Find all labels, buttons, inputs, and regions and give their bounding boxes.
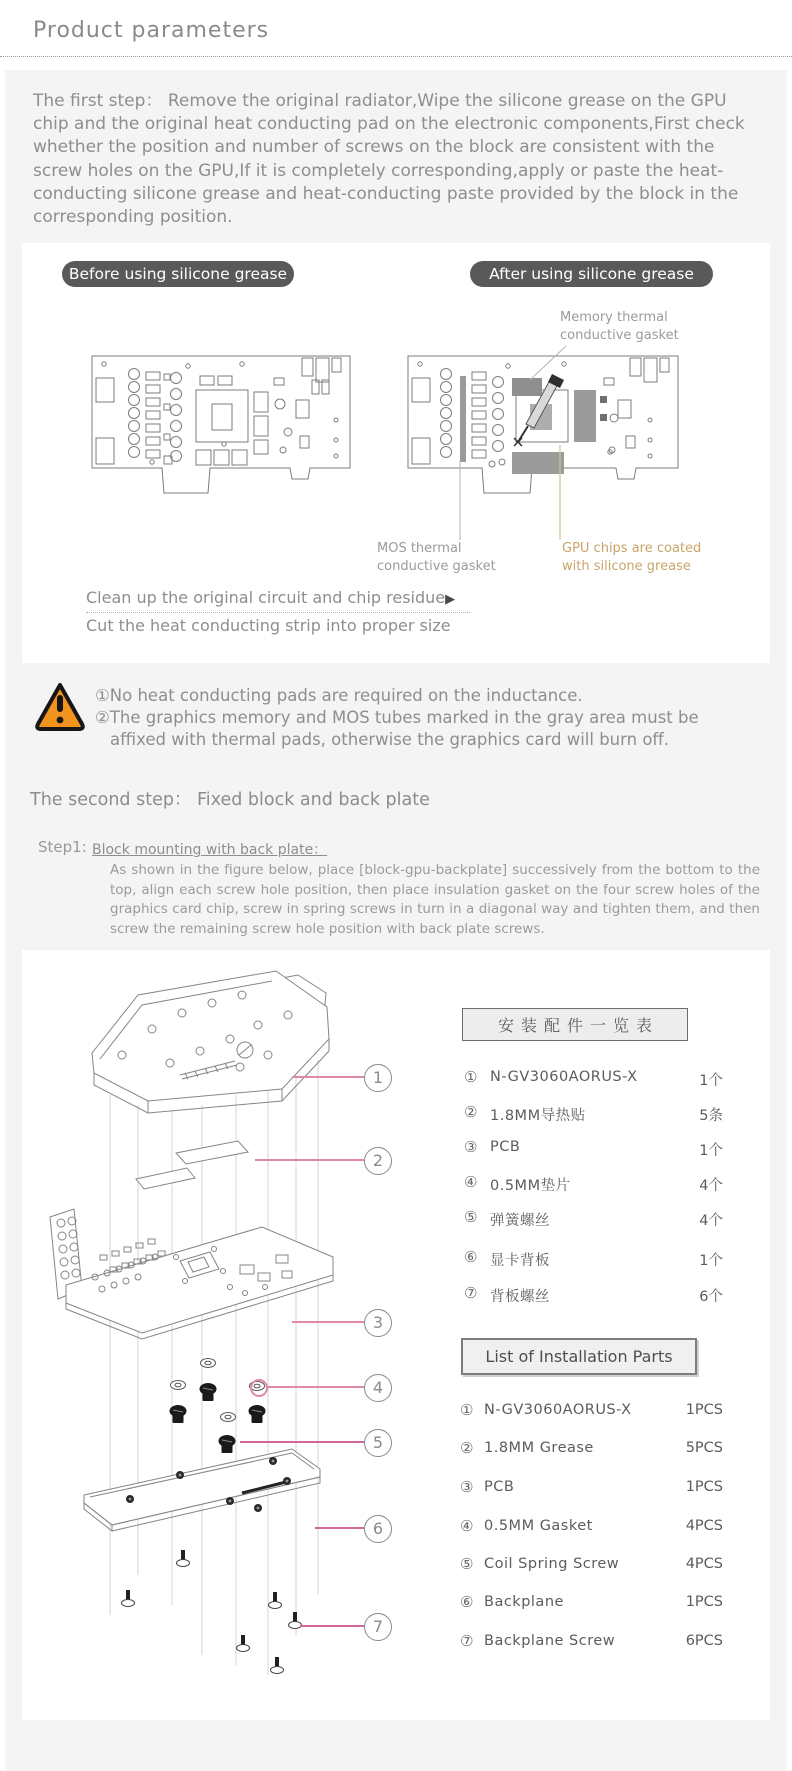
part-qty: 4PCS	[685, 1518, 723, 1534]
cn-parts-row	[460, 1208, 723, 1228]
row-number: ⑦	[460, 1632, 474, 1650]
cn-parts-row	[460, 1138, 723, 1158]
part-name: PCB	[484, 1479, 515, 1495]
intro-paragraph: The first step： Remove the original radiator,Wipe the silicone grease on the GPU chip and the original heat conducting pad on the electronic components,First check whether the position and number of screws on the block are consistent with the screw holes on the GPU,If it is completely corresponding,apply or paste the heat-conducting silicone grease and heat-conducting paste provided by the block in the corresponding position.	[33, 91, 745, 228]
part-qty: 4PCS	[685, 1556, 723, 1572]
part-qty: 1个	[699, 1073, 723, 1089]
part-name: N-GV3060AORUS-X	[484, 1402, 632, 1418]
row-number: ③	[464, 1138, 478, 1156]
row-number: ③	[460, 1478, 474, 1496]
row-number: ②	[460, 1439, 474, 1457]
mos-gasket-label: MOS thermal conductive gasket	[377, 541, 496, 574]
part-qty: 4个	[699, 1213, 723, 1229]
step1-label: Step1:	[38, 838, 87, 856]
part-name: 1.8MM Grease	[484, 1440, 594, 1456]
callout-line-4	[266, 1386, 364, 1388]
cn-parts-row	[460, 1248, 723, 1268]
callout-line-1	[292, 1076, 364, 1078]
en-parts-row	[460, 1593, 723, 1613]
second-step-heading: The second step： Fixed block and back plate	[30, 790, 430, 810]
part-qty: 1PCS	[685, 1402, 723, 1418]
callout-circle-7: 7	[364, 1613, 392, 1641]
part-name: 显卡背板	[490, 1253, 550, 1269]
note-clean-residue: Clean up the original circuit and chip residue▶	[86, 588, 456, 607]
en-parts-row	[460, 1439, 723, 1459]
part-name: 1.8MM导热贴	[490, 1108, 586, 1124]
cn-parts-row	[460, 1284, 723, 1304]
en-parts-row	[460, 1517, 723, 1537]
part-name: 0.5MM垫片	[490, 1178, 571, 1194]
warning-line-1: ①No heat conducting pads are required on the inductance.	[95, 686, 583, 705]
part-name: 0.5MM Gasket	[484, 1518, 593, 1534]
step1-body: As shown in the figure below, place [block-gpu-backplate] successively from the bottom to the top, align each screw hole position, then place insulation gasket on the four screw holes of the graphics card chip, screw in spring screws in turn in a diagonal way and tighten them, and then screw the remaining screw hole position with back plate screws.	[110, 862, 760, 937]
cn-parts-row	[460, 1068, 723, 1088]
part-name: Coil Spring Screw	[484, 1556, 620, 1572]
step1-title: Block mounting with back plate：	[92, 842, 328, 858]
part-name: PCB	[490, 1139, 521, 1155]
callout-ring-4	[250, 1379, 268, 1397]
part-name: N-GV3060AORUS-X	[490, 1069, 638, 1085]
callout-circle-6: 6	[364, 1515, 392, 1543]
cn-parts-row	[460, 1173, 723, 1193]
callout-circle-4: 4	[364, 1374, 392, 1402]
memory-gasket-label: Memory thermal conductive gasket	[560, 310, 679, 343]
en-parts-row	[460, 1632, 723, 1652]
part-qty: 6PCS	[685, 1633, 723, 1649]
callout-line-5	[240, 1441, 364, 1443]
row-number: ⑦	[464, 1284, 478, 1302]
row-number: ②	[464, 1103, 478, 1121]
row-number: ①	[460, 1401, 474, 1419]
part-qty: 1PCS	[685, 1594, 723, 1610]
part-name: Backplane Screw	[484, 1633, 616, 1649]
before-grease-pill: Before using silicone grease	[62, 261, 294, 287]
warning-line-3: affixed with thermal pads, otherwise the graphics card will burn off.	[110, 730, 670, 749]
row-number: ④	[460, 1517, 474, 1535]
callout-line-3	[292, 1321, 364, 1323]
cn-parts-row	[460, 1103, 723, 1123]
part-qty: 4个	[699, 1178, 723, 1194]
gpu-grease-label: GPU chips are coated with silicone grease	[562, 541, 702, 574]
row-number: ④	[464, 1173, 478, 1191]
callout-line-2	[255, 1159, 364, 1161]
title-divider	[0, 56, 792, 57]
en-parts-row	[460, 1555, 723, 1575]
page-title: Product parameters	[33, 18, 270, 43]
exploded-assembly-diagram	[30, 955, 390, 1717]
note-divider	[86, 612, 470, 613]
part-name: Backplane	[484, 1594, 564, 1610]
row-number: ⑤	[464, 1208, 478, 1226]
callout-line-6	[315, 1527, 364, 1529]
part-name: 背板螺丝	[490, 1289, 550, 1305]
part-qty: 6个	[699, 1289, 723, 1305]
warning-line-2: ②The graphics memory and MOS tubes marked in the gray area must be	[95, 708, 699, 727]
row-number: ⑥	[464, 1248, 478, 1266]
part-qty: 5条	[699, 1108, 723, 1124]
callout-circle-1: 1	[364, 1064, 392, 1092]
warning-triangle-icon	[33, 681, 87, 733]
play-arrow-icon: ▶	[445, 592, 456, 607]
note-cut-strip: Cut the heat conducting strip into proper size	[86, 616, 451, 635]
row-number: ⑤	[460, 1555, 474, 1573]
part-qty: 5PCS	[685, 1440, 723, 1456]
after-grease-pill: After using silicone grease	[470, 261, 713, 287]
part-name: 弹簧螺丝	[490, 1213, 550, 1229]
part-qty: 1PCS	[685, 1479, 723, 1495]
callout-line-7	[300, 1625, 364, 1627]
en-parts-title: List of Installation Parts	[461, 1338, 697, 1375]
row-number: ⑥	[460, 1593, 474, 1611]
cn-parts-title: 安装配件一览表	[462, 1008, 688, 1041]
part-qty: 1个	[699, 1253, 723, 1269]
row-number: ①	[464, 1068, 478, 1086]
en-parts-row	[460, 1401, 723, 1421]
callout-circle-5: 5	[364, 1429, 392, 1457]
part-qty: 1个	[699, 1143, 723, 1159]
callout-circle-3: 3	[364, 1309, 392, 1337]
callout-circle-2: 2	[364, 1147, 392, 1175]
en-parts-row	[460, 1478, 723, 1498]
